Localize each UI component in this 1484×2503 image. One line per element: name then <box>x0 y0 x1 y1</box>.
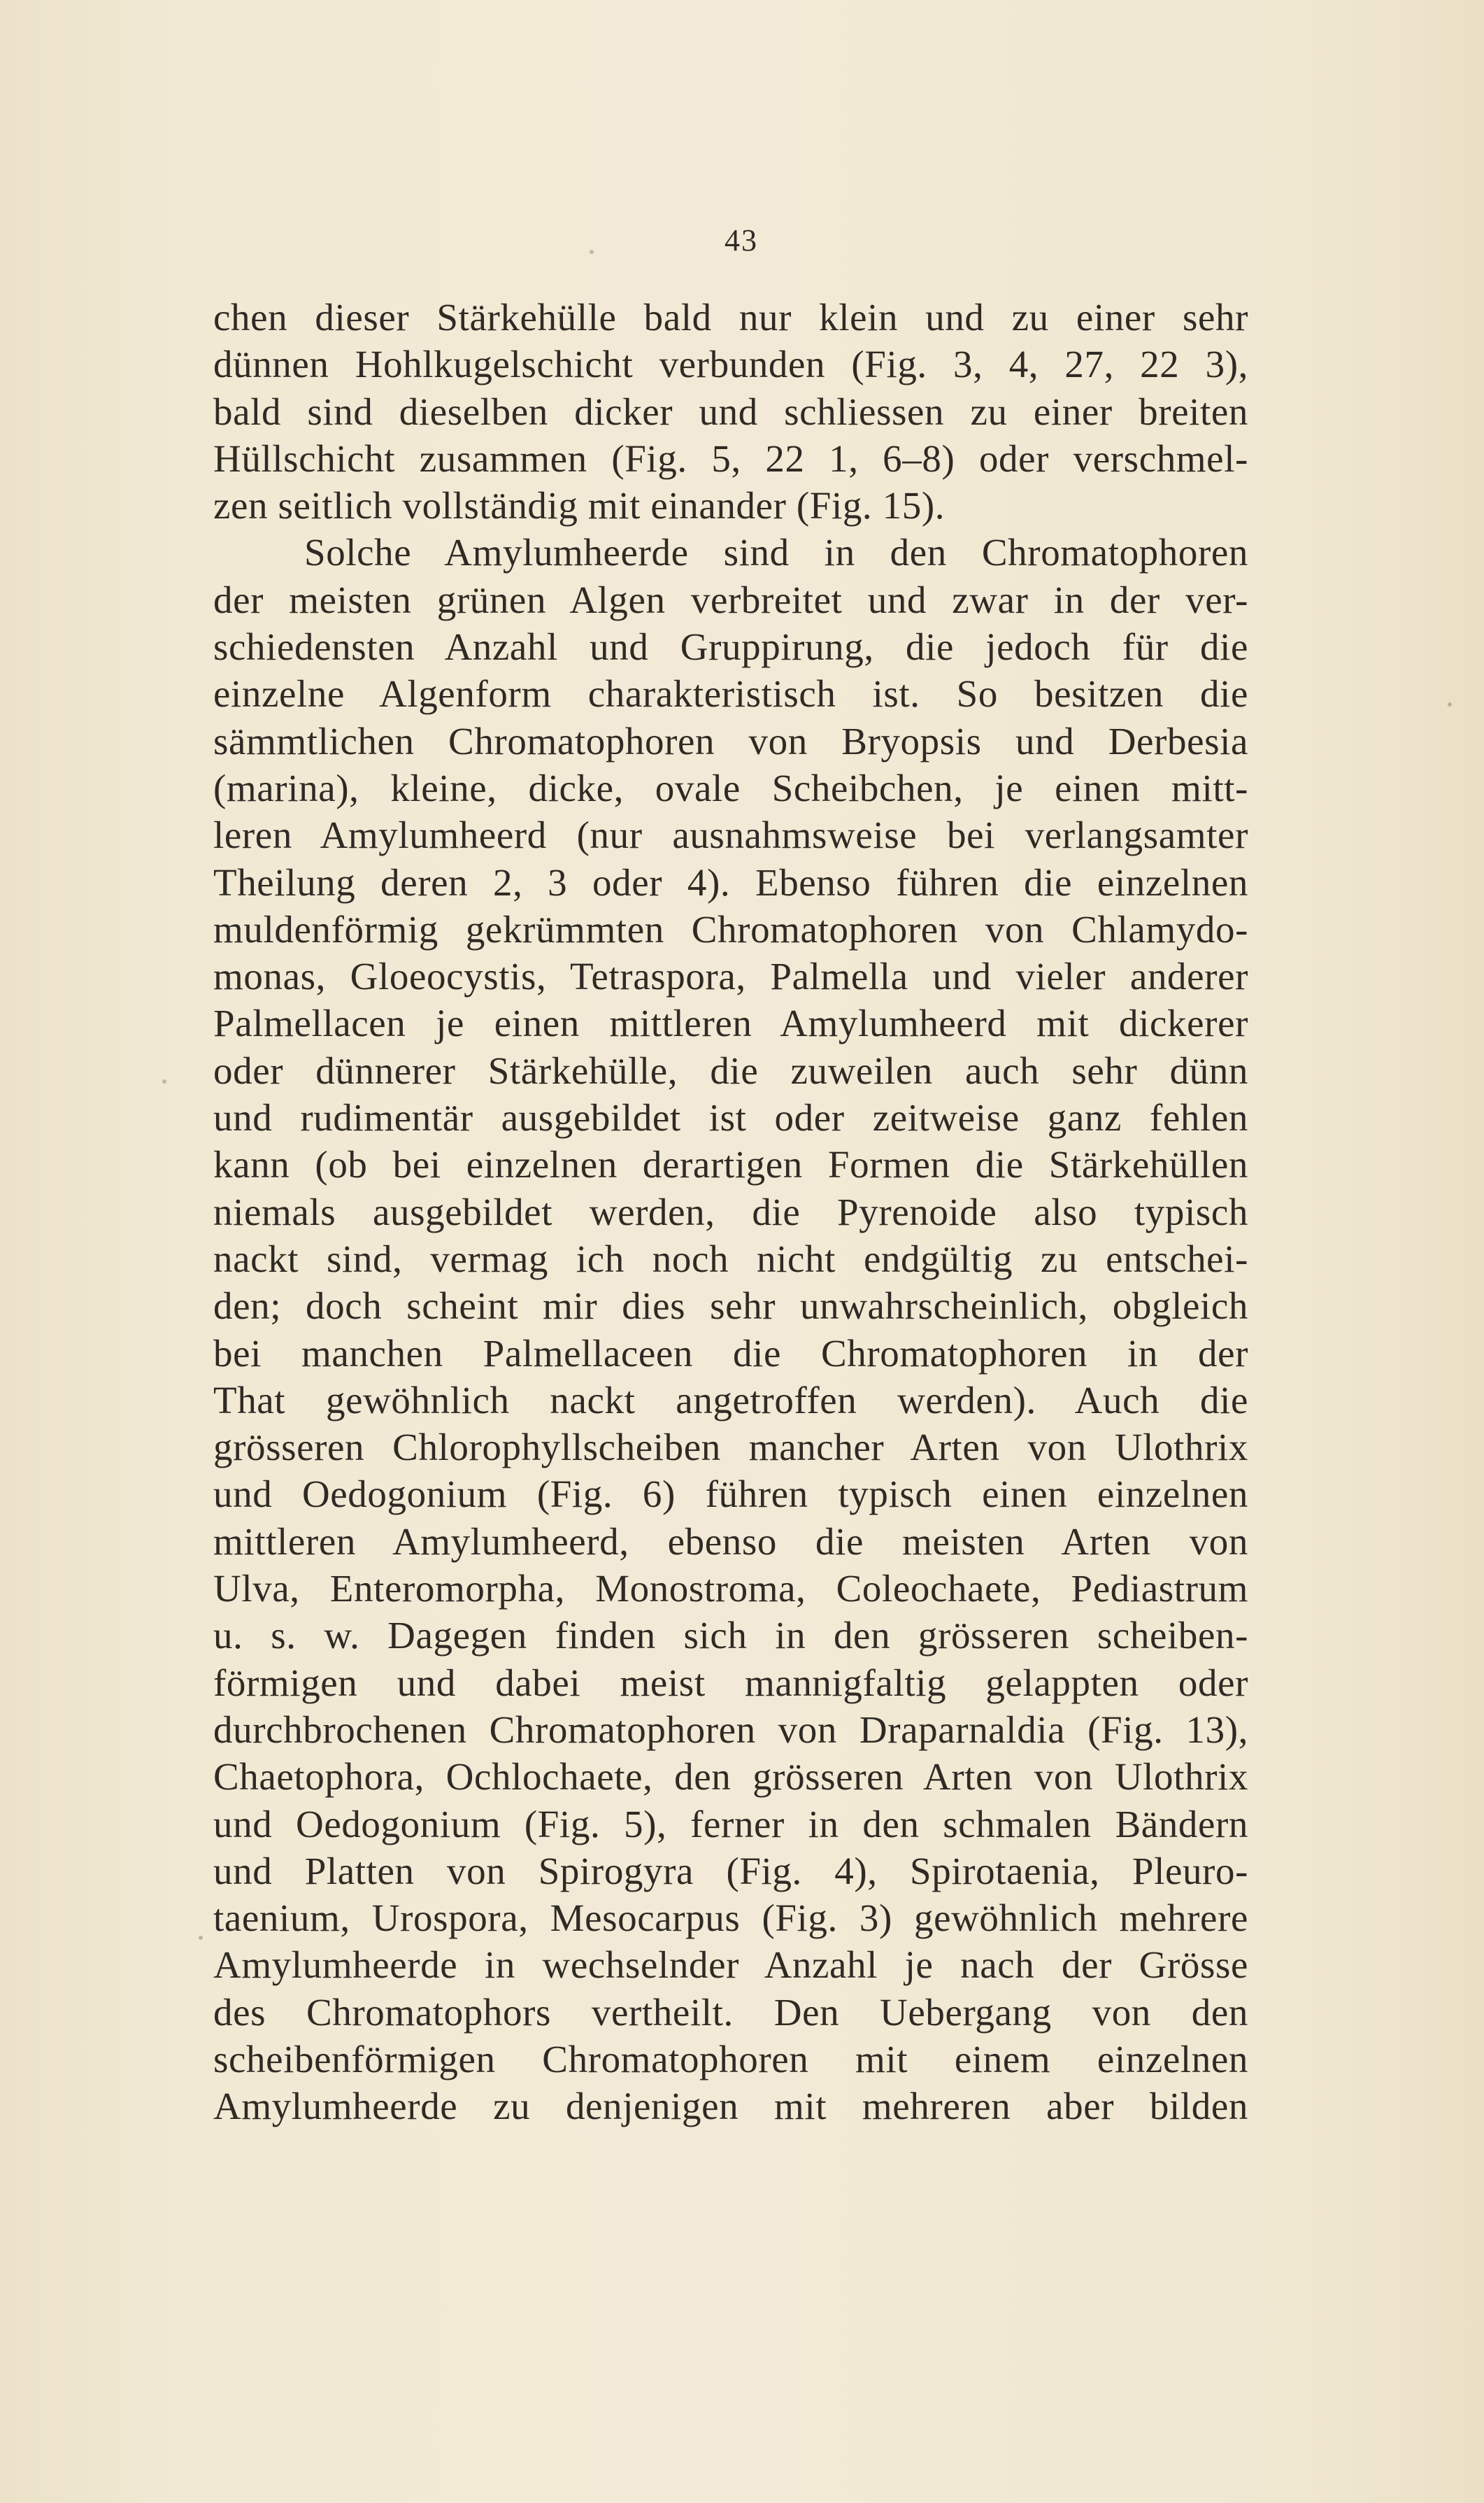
text-line: und Oedogonium (Fig. 6) führen typisch einen einzelnen <box>213 1473 1248 1516</box>
page-number: 43 <box>725 223 758 257</box>
text-line-paragraph-start: Solche Amylumheerde sind in den Chromatophoren <box>304 531 1248 574</box>
paper-speck <box>1448 702 1452 707</box>
text-line: des Chromatophors vertheilt. Den Uebergang von den <box>213 1990 1248 2034</box>
text-line: oder dünnerer Stärkehülle, die zuweilen auch sehr dünn <box>213 1049 1248 1092</box>
text-line: Amylumheerde in wechselnder Anzahl je nach der Grösse <box>213 1943 1248 1987</box>
text-line: taenium, Urospora, Mesocarpus (Fig. 3) gewöhnlich mehrere <box>213 1896 1248 1940</box>
text-line: förmigen und dabei meist mannigfaltig gelappten oder <box>213 1661 1248 1704</box>
text-line: chen dieser Stärkehülle bald nur klein und zu einer sehr <box>213 296 1248 339</box>
text-line: einzelne Algenform charakteristisch ist. So besitzen die <box>213 672 1248 716</box>
paper-speck <box>162 1079 166 1084</box>
text-line: und rudimentär ausgebildet ist oder zeitweise ganz fehlen <box>213 1096 1248 1140</box>
text-line: Palmellacen je einen mittleren Amylumheerd mit dickerer <box>213 1002 1248 1045</box>
text-line: muldenförmig gekrümmten Chromatophoren von Chlamydo- <box>213 907 1248 951</box>
text-line: Ulva, Enteromorpha, Monostroma, Coleochaete, Pediastrum <box>213 1567 1248 1610</box>
text-line: scheibenförmigen Chromatophoren mit einem einzelnen <box>213 2037 1248 2080</box>
text-line: Hüllschicht zusammen (Fig. 5, 22 1, 6–8) oder verschmel- <box>213 437 1248 480</box>
text-line: bei manchen Palmellaceen die Chromatophoren in der <box>213 1331 1248 1375</box>
text-line: bald sind dieselben dicker und schliessen zu einer breiten <box>213 390 1248 433</box>
text-line-paragraph-end: zen seitlich vollständig mit einander (Fig. 15). <box>213 484 946 527</box>
text-line: mittleren Amylumheerd, ebenso die meisten Arten von <box>213 1519 1248 1563</box>
text-line: niemals ausgebildet werden, die Pyrenoide also typisch <box>213 1190 1248 1233</box>
text-line: That gewöhnlich nackt angetroffen werden). Auch die <box>213 1378 1248 1421</box>
text-line: grösseren Chlorophyllscheiben mancher Arten von Ulothrix <box>213 1426 1248 1469</box>
text-line: der meisten grünen Algen verbreitet und zwar in der ver- <box>213 578 1248 621</box>
text-line: schiedensten Anzahl und Gruppirung, die jedoch für die <box>213 625 1248 669</box>
paper-speck <box>199 1936 203 1940</box>
text-line: und Platten von Spirogyra (Fig. 4), Spirotaenia, Pleuro- <box>213 1849 1248 1892</box>
text-line: monas, Gloeocystis, Tetraspora, Palmella und vieler anderer <box>213 955 1248 998</box>
text-line: Theilung deren 2, 3 oder 4). Ebenso führen die einzelnen <box>213 860 1248 904</box>
text-line: den; doch scheint mir dies sehr unwahrscheinlich, obgleich <box>213 1284 1248 1328</box>
body-text <box>213 294 1248 2130</box>
text-line: (marina), kleine, dicke, ovale Scheibchen, je einen mitt- <box>213 766 1248 809</box>
text-line: Chaetophora, Ochlochaete, den grösseren Arten von Ulothrix <box>213 1755 1248 1799</box>
text-line: dünnen Hohlkugelschicht verbunden (Fig. 3, 4, 27, 22 3), <box>213 343 1248 386</box>
paper-speck <box>590 250 594 254</box>
text-line: nackt sind, vermag ich noch nicht endgültig zu entschei- <box>213 1237 1248 1280</box>
text-line: und Oedogonium (Fig. 5), ferner in den schmalen Bändern <box>213 1802 1248 1845</box>
text-line: sämmtlichen Chromatophoren von Bryopsis und Derbesia <box>213 719 1248 763</box>
text-line: Amylumheerde zu denjenigen mit mehreren aber bilden <box>213 2085 1248 2128</box>
text-line: leren Amylumheerd (nur ausnahmsweise bei verlangsamter <box>213 814 1248 857</box>
text-line: durchbrochenen Chromatophoren von Draparnaldia (Fig. 13), <box>213 1708 1248 1751</box>
text-line: u. s. w. Dagegen finden sich in den grösseren scheiben- <box>213 1614 1248 1657</box>
text-line: kann (ob bei einzelnen derartigen Formen die Stärkehüllen <box>213 1143 1248 1186</box>
